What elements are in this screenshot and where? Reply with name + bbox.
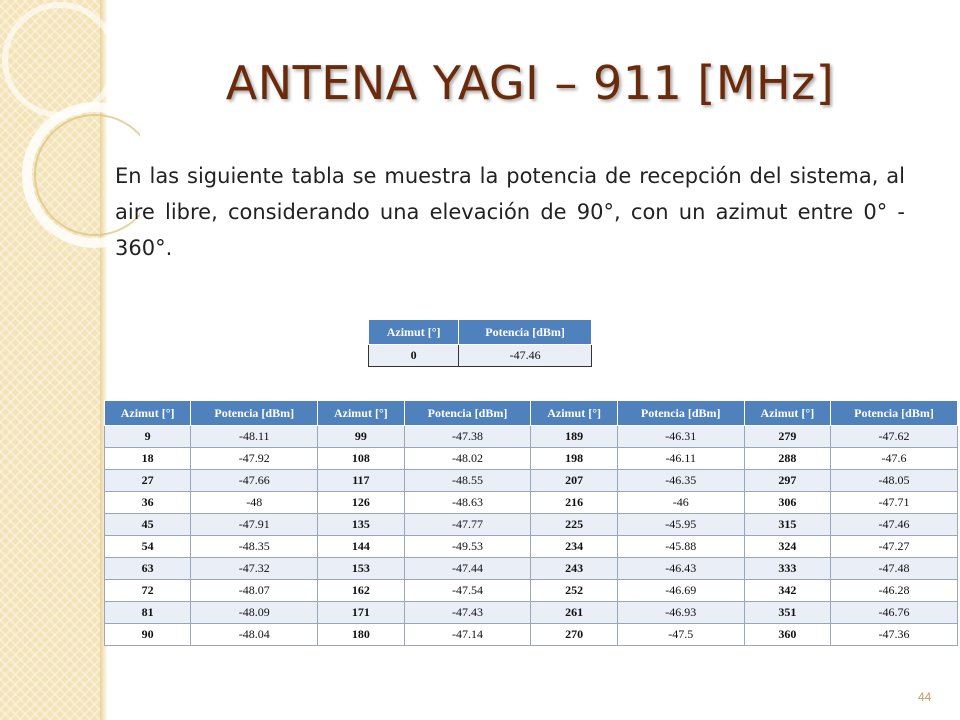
power-cell: -47.46 <box>830 514 957 536</box>
azimuth-cell: 252 <box>531 580 617 602</box>
azimuth-cell: 99 <box>318 426 404 448</box>
azimuth-cell: 0 <box>369 345 459 367</box>
azimuth-cell: 72 <box>105 580 191 602</box>
power-cell: -46.76 <box>830 602 957 624</box>
column-header: Azimut [°] <box>105 401 191 426</box>
azimuth-cell: 315 <box>744 514 830 536</box>
power-cell: -46.28 <box>830 580 957 602</box>
azimuth-cell: 342 <box>744 580 830 602</box>
column-header: Potencia [dBm] <box>459 320 592 345</box>
power-cell: -47.14 <box>404 624 531 646</box>
power-cell: -47.48 <box>830 558 957 580</box>
azimuth-cell: 270 <box>531 624 617 646</box>
power-cell: -47.27 <box>830 536 957 558</box>
slide-title: ANTENA YAGI – 911 [MHz] <box>225 56 835 110</box>
power-cell: -47.44 <box>404 558 531 580</box>
power-cell: -48.05 <box>830 470 957 492</box>
table-row <box>105 514 958 536</box>
azimuth-cell: 333 <box>744 558 830 580</box>
azimuth-cell: 63 <box>105 558 191 580</box>
column-header: Potencia [dBm] <box>830 401 957 426</box>
intro-paragraph: En las siguiente tabla se muestra la potencia de recepción del sistema, al aire libre, considerando una elevación de 90°, con un azimut entre 0° - 360°. <box>115 164 905 260</box>
table-row <box>105 426 958 448</box>
power-cell: -48.04 <box>191 624 318 646</box>
power-cell: -48.55 <box>404 470 531 492</box>
azimuth-cell: 180 <box>318 624 404 646</box>
power-cell: -45.88 <box>617 536 744 558</box>
azimuth-cell: 234 <box>531 536 617 558</box>
table-row <box>105 470 958 492</box>
azimuth-cell: 9 <box>105 426 191 448</box>
azimuth-cell: 279 <box>744 426 830 448</box>
column-header: Potencia [dBm] <box>617 401 744 426</box>
page-number: 44 <box>918 690 932 704</box>
power-cell: -47.62 <box>830 426 957 448</box>
table-row <box>105 558 958 580</box>
power-cell: -47.92 <box>191 448 318 470</box>
power-cell: -48.63 <box>404 492 531 514</box>
azimuth-zero-table <box>368 319 592 367</box>
power-cell: -48.09 <box>191 602 318 624</box>
azimuth-cell: 216 <box>531 492 617 514</box>
power-cell: -47.77 <box>404 514 531 536</box>
azimuth-cell: 189 <box>531 426 617 448</box>
table-row <box>369 345 592 367</box>
table-row <box>105 448 958 470</box>
azimuth-cell: 117 <box>318 470 404 492</box>
table-row <box>105 624 958 646</box>
table-row <box>105 536 958 558</box>
column-header: Azimut [°] <box>744 401 830 426</box>
column-header: Potencia [dBm] <box>404 401 531 426</box>
column-header: Potencia [dBm] <box>191 401 318 426</box>
power-cell: -47.43 <box>404 602 531 624</box>
azimuth-cell: 198 <box>531 448 617 470</box>
azimuth-cell: 54 <box>105 536 191 558</box>
azimuth-cell: 171 <box>318 602 404 624</box>
power-cell: -46.31 <box>617 426 744 448</box>
table-row <box>105 580 958 602</box>
azimuth-cell: 324 <box>744 536 830 558</box>
power-cell: -47.38 <box>404 426 531 448</box>
table-row <box>105 492 958 514</box>
power-cell: -48.07 <box>191 580 318 602</box>
azimuth-cell: 351 <box>744 602 830 624</box>
azimuth-cell: 261 <box>531 602 617 624</box>
azimuth-cell: 45 <box>105 514 191 536</box>
power-cell: -49.53 <box>404 536 531 558</box>
azimuth-cell: 108 <box>318 448 404 470</box>
column-header: Azimut [°] <box>531 401 617 426</box>
azimuth-cell: 90 <box>105 624 191 646</box>
azimuth-cell: 225 <box>531 514 617 536</box>
table-header-row <box>369 320 592 345</box>
azimuth-cell: 243 <box>531 558 617 580</box>
column-header: Azimut [°] <box>369 320 459 345</box>
power-cell: -48.11 <box>191 426 318 448</box>
azimuth-power-table <box>104 400 958 646</box>
power-cell: -46.43 <box>617 558 744 580</box>
power-cell: -47.46 <box>459 345 592 367</box>
power-cell: -47.32 <box>191 558 318 580</box>
power-cell: -47.54 <box>404 580 531 602</box>
power-cell: -46 <box>617 492 744 514</box>
power-cell: -48.02 <box>404 448 531 470</box>
power-cell: -47.66 <box>191 470 318 492</box>
power-cell: -46.35 <box>617 470 744 492</box>
power-cell: -47.91 <box>191 514 318 536</box>
power-cell: -46.11 <box>617 448 744 470</box>
power-cell: -47.6 <box>830 448 957 470</box>
azimuth-cell: 306 <box>744 492 830 514</box>
azimuth-cell: 360 <box>744 624 830 646</box>
power-cell: -46.69 <box>617 580 744 602</box>
azimuth-cell: 288 <box>744 448 830 470</box>
table-row <box>105 602 958 624</box>
azimuth-cell: 297 <box>744 470 830 492</box>
power-cell: -48 <box>191 492 318 514</box>
power-cell: -47.71 <box>830 492 957 514</box>
power-cell: -47.5 <box>617 624 744 646</box>
power-cell: -47.36 <box>830 624 957 646</box>
column-header: Azimut [°] <box>318 401 404 426</box>
azimuth-cell: 162 <box>318 580 404 602</box>
azimuth-cell: 207 <box>531 470 617 492</box>
azimuth-cell: 135 <box>318 514 404 536</box>
power-cell: -48.35 <box>191 536 318 558</box>
azimuth-cell: 27 <box>105 470 191 492</box>
azimuth-cell: 144 <box>318 536 404 558</box>
azimuth-cell: 18 <box>105 448 191 470</box>
azimuth-cell: 36 <box>105 492 191 514</box>
azimuth-cell: 126 <box>318 492 404 514</box>
power-cell: -46.93 <box>617 602 744 624</box>
azimuth-cell: 81 <box>105 602 191 624</box>
power-cell: -45.95 <box>617 514 744 536</box>
table-header-row <box>105 401 958 426</box>
azimuth-cell: 153 <box>318 558 404 580</box>
